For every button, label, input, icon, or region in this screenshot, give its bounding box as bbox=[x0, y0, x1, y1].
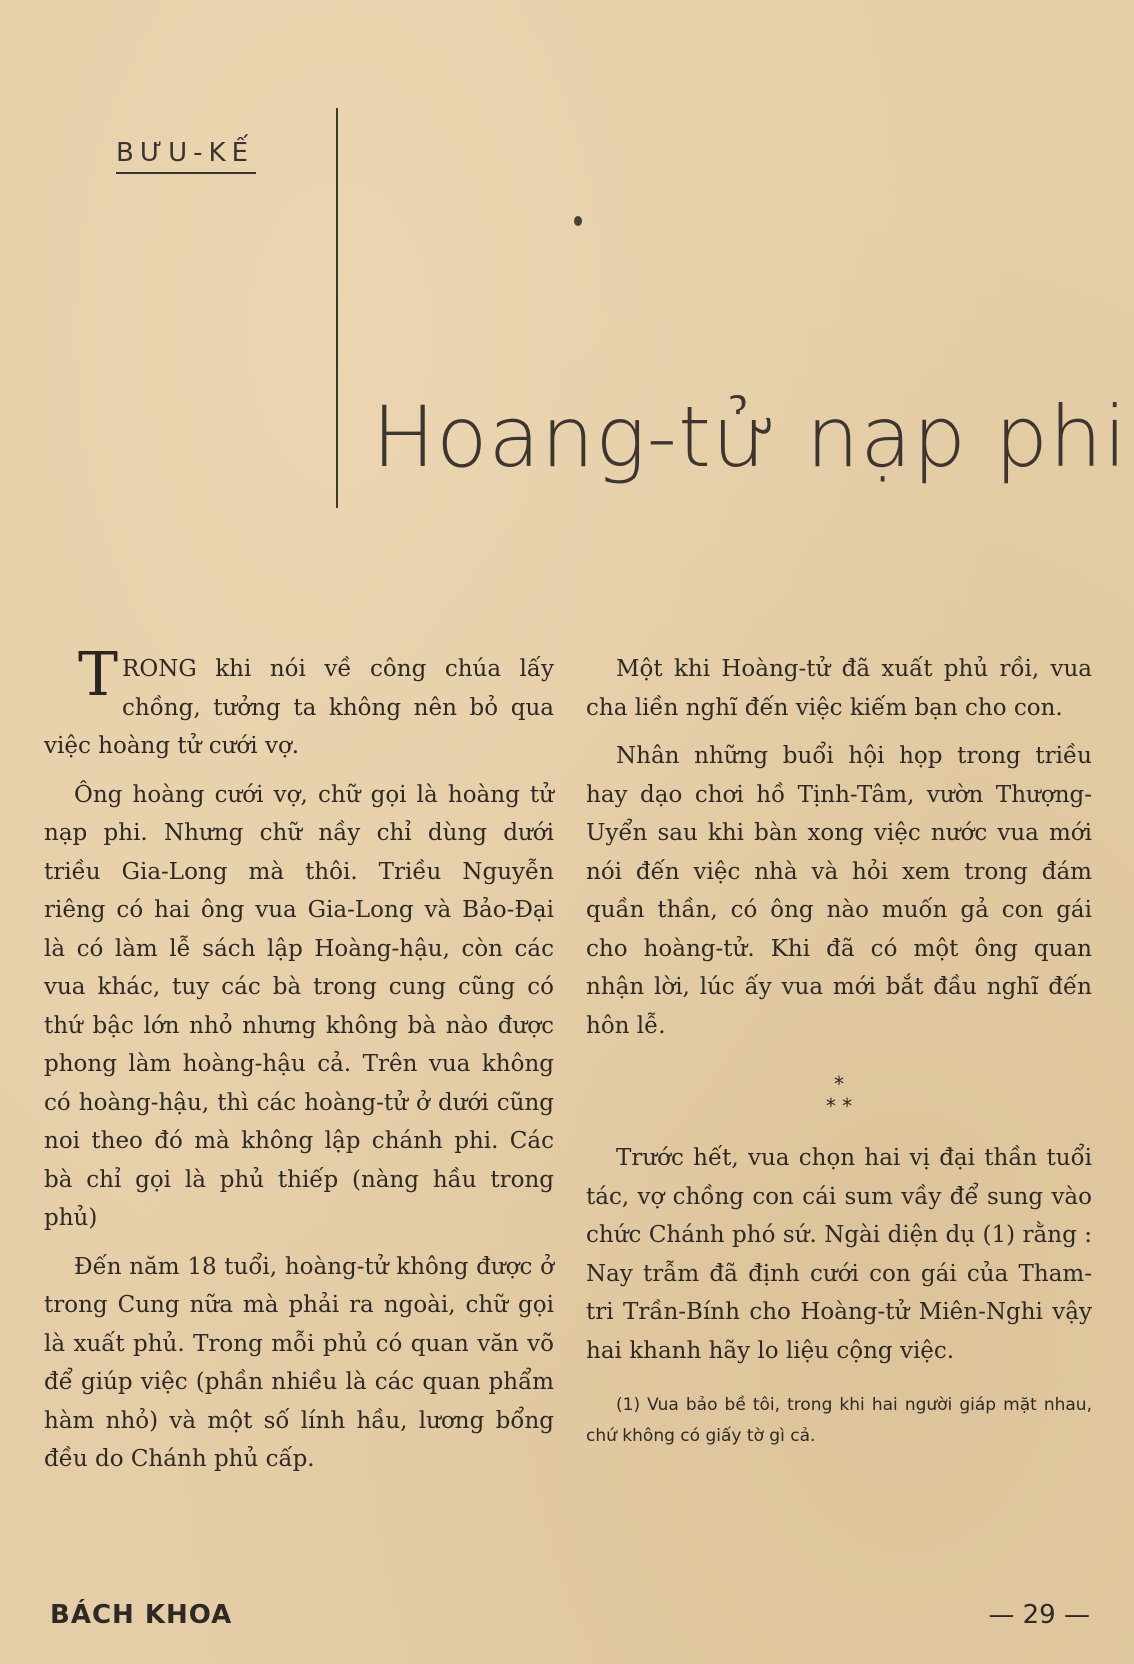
author-name: BƯU-KẾ bbox=[116, 138, 255, 168]
magazine-name: BÁCH KHOA bbox=[50, 1600, 233, 1630]
section-separator bbox=[586, 1073, 1092, 1117]
vertical-divider bbox=[336, 108, 338, 508]
page-number: — 29 — bbox=[988, 1600, 1090, 1630]
paragraph: Ông hoàng cưới vợ, chữ gọi là hoàng tử nạp phi. Nhưng chữ nầy chỉ dùng dưới triều Gia-Long mà thôi. Triều Nguyễn riêng có hai ông vua Gia-Long và Bảo-Đại là có làm lễ sách lập Hoàng-hậu, còn các vua khác, tuy các bà trong cung cũng có thứ bậc lớn nhỏ nhưng không bà nào được phong làm hoàng-hậu cả. Trên vua không có hoàng-hậu, thì các hoàng-tử ở dưới cũng noi theo đó mà không lập chánh phi. Các bà chỉ gọi là phủ thiếp (nàng hầu trong phủ) bbox=[44, 781, 554, 1231]
article-title: Hoang-tử nạp phi bbox=[372, 388, 1128, 486]
paragraph: Nhân những buổi hội họp trong triều hay dạo chơi hồ Tịnh-Tâm, vườn Thượng-Uyển sau khi bàn xong việc nước vua mới nói đến việc nhà và hỏi xem trong đám quần thần, có ông nào muốn gả con gái cho hoàng-tử. Khi đã có một ông quan nhận lời, lúc ấy vua mới bắt đầu nghĩ đến hôn lễ. bbox=[586, 743, 1092, 1039]
paragraph: Trước hết, vua chọn hai vị đại thần tuổi tác, vợ chồng con cái sum vầy để sung vào chức Chánh phó sứ. Ngài diện dụ (1) rằng : Nay trẫm đã định cưới con gái của Tham-tri Trần-Bính cho Hoàng-tử Miên-Nghi vậy hai khanh hãy lo liệu cộng việc. bbox=[586, 1145, 1092, 1364]
left-column bbox=[44, 640, 554, 1489]
right-column bbox=[586, 650, 1092, 1462]
separator-stars-bottom: * * bbox=[825, 1094, 853, 1118]
ornament-dot bbox=[574, 216, 582, 226]
footnote: (1) Vua bảo bề tôi, trong khi hai người giáp mặt nhau, chứ không có giấy tờ gì cả. bbox=[586, 1395, 1092, 1446]
paragraph: Đến năm 18 tuổi, hoàng-tử không được ở trong Cung nữa mà phải ra ngoài, chữ gọi là xuất phủ. Trong mỗi phủ có quan văn võ để giúp việc (phần nhiều là các quan phẩm hàm nhỏ) và một số lính hầu, lương bổng đều do Chánh phủ cấp. bbox=[44, 1253, 554, 1472]
drop-cap: T bbox=[78, 640, 119, 710]
paragraph: Một khi Hoàng-tử đã xuất phủ rồi, vua cha liền nghĩ đến việc kiếm bạn cho con. bbox=[586, 656, 1092, 721]
paragraph-text: RONG khi nói về công chúa lấy chồng, tưởng ta không nên bỏ qua việc hoàng tử cưới vợ. bbox=[44, 656, 554, 759]
paragraph bbox=[44, 640, 554, 766]
separator-star-top: * bbox=[834, 1072, 844, 1096]
author-underline bbox=[116, 172, 256, 174]
